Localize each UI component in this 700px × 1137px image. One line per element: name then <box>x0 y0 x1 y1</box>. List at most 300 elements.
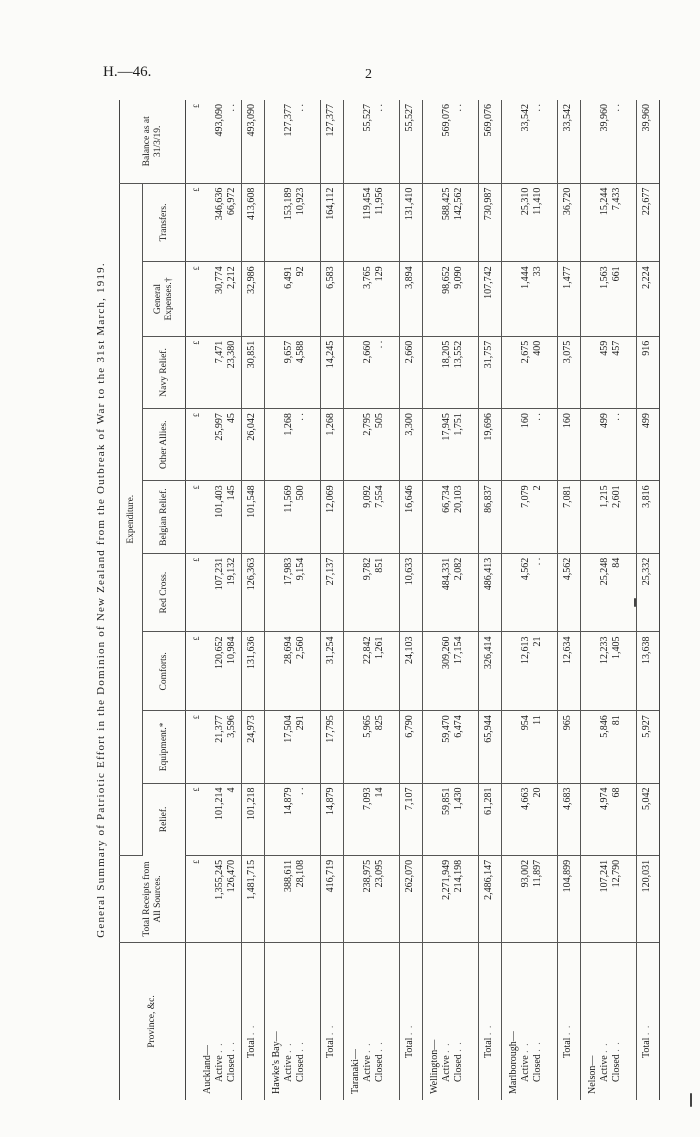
cell-value: . . <box>295 413 306 421</box>
total-value: 164,112 <box>321 183 344 262</box>
total-value: 965 <box>558 711 581 783</box>
value-cell <box>186 183 242 262</box>
cell-value: 1,268 <box>283 413 294 436</box>
total-value: 24,973 <box>242 711 265 783</box>
province-cell <box>186 943 242 1100</box>
cell-value: 101,214 <box>214 787 225 821</box>
province-cell <box>344 943 400 1100</box>
value-cell <box>581 711 637 783</box>
cell-value: 5,965 <box>362 715 373 738</box>
value-cell <box>344 553 400 632</box>
province-name: Auckland— <box>202 1045 213 1094</box>
total-value: 12,069 <box>321 481 344 553</box>
value-cell <box>344 632 400 711</box>
cell-value: . . <box>453 104 464 112</box>
value-cell <box>502 481 558 553</box>
column-header: Equipment.* <box>143 711 186 783</box>
value-cell <box>423 553 479 632</box>
cell-value: 12,613 <box>520 636 531 664</box>
value-cell <box>265 711 321 783</box>
total-value: 6,583 <box>321 262 344 336</box>
total-value: 131,636 <box>242 632 265 711</box>
dot-leader: . . <box>214 1042 225 1053</box>
cell-value: 2,660 <box>362 340 373 364</box>
cell-value: 1,751 <box>453 413 464 436</box>
value-cell <box>344 100 400 183</box>
cell-value: 19,132 <box>226 557 237 586</box>
cell-value: 11,410 <box>532 187 543 215</box>
total-value: 36,720 <box>558 183 581 262</box>
value-cell <box>186 409 242 481</box>
total-value: 27,137 <box>321 553 344 632</box>
value-cell <box>344 336 400 408</box>
page-header-code: H.—46. <box>103 64 152 80</box>
cell-value: 129 <box>374 266 385 282</box>
value-cell <box>502 711 558 783</box>
cell-value: 25,248 <box>599 557 610 586</box>
value-cell <box>423 632 479 711</box>
cell-value: 28,694 <box>283 636 294 664</box>
value-cell <box>265 481 321 553</box>
page-number: 2 <box>365 67 372 82</box>
value-cell <box>581 855 637 942</box>
total-value: 12,634 <box>558 632 581 711</box>
total-value: 32,986 <box>242 262 265 336</box>
province-name: Wellington— <box>429 1039 440 1094</box>
patriotic-effort-summary-table <box>119 100 660 1100</box>
province-total-row <box>321 100 344 1100</box>
cell-value: 55,527 <box>362 104 373 132</box>
total-label: Total <box>404 1037 415 1058</box>
province-row <box>502 100 558 1100</box>
cell-value: 23,380 <box>226 340 237 369</box>
total-value: 120,031 <box>637 855 660 942</box>
total-value: 499 <box>637 409 660 481</box>
column-header: Comforts. <box>143 632 186 711</box>
value-cell <box>581 481 637 553</box>
cell-value: 569,076 <box>441 104 452 137</box>
province-name: Nelson— <box>587 1055 598 1094</box>
province-total-row <box>400 100 423 1100</box>
row-label: Closed <box>532 1054 543 1082</box>
value-cell <box>344 711 400 783</box>
total-value: 3,894 <box>400 262 423 336</box>
table-body <box>186 100 660 1100</box>
province-total-row <box>558 100 581 1100</box>
total-label: Total <box>562 1037 573 1058</box>
total-value: 4,683 <box>558 783 581 855</box>
cell-value: . . <box>374 340 385 349</box>
row-label: Closed <box>226 1054 237 1082</box>
table-title: General Summary of Patriotic Effort in the Dominion of New Zealand from the Outbreak of War to the 31st March, 1919. <box>95 262 107 938</box>
total-value: 7,081 <box>558 481 581 553</box>
cell-value: 1,261 <box>374 636 385 659</box>
total-value: 2,486,147 <box>479 855 502 942</box>
cell-value: 4,974 <box>599 787 610 811</box>
cell-value: 20,103 <box>453 485 464 513</box>
cell-value: 484,331 <box>441 557 452 591</box>
value-cell <box>502 783 558 855</box>
value-cell <box>423 409 479 481</box>
cell-value: 1,430 <box>453 787 464 811</box>
cell-value: 160 <box>520 413 531 429</box>
value-cell <box>423 100 479 183</box>
value-cell <box>423 336 479 408</box>
dot-leader: . . <box>246 1024 257 1036</box>
total-value: 3,075 <box>558 336 581 408</box>
total-value: 2,660 <box>400 336 423 408</box>
total-value: 30,851 <box>242 336 265 408</box>
province-total-row <box>479 100 502 1100</box>
dot-leader: . . <box>483 1024 494 1036</box>
cell-value: 9,657 <box>283 340 294 364</box>
total-value: 262,070 <box>400 855 423 942</box>
total-value: 107,742 <box>479 262 502 336</box>
total-value: 31,757 <box>479 336 502 408</box>
dot-leader: . . <box>362 1042 373 1053</box>
province-row <box>344 100 400 1100</box>
province-name: Taranaki— <box>350 1049 361 1094</box>
cell-value: 2,212 <box>226 266 237 289</box>
value-cell <box>581 553 637 632</box>
cell-value: 28,108 <box>295 859 306 888</box>
row-label: Closed <box>453 1054 464 1082</box>
value-cell <box>344 262 400 336</box>
total-label-cell <box>321 943 344 1100</box>
cell-value: . . <box>532 104 543 112</box>
cell-value: 22,842 <box>362 636 373 664</box>
value-cell <box>265 553 321 632</box>
total-value: 39,960 <box>637 100 660 183</box>
dot-leader: . . <box>441 1042 452 1053</box>
total-value: 17,795 <box>321 711 344 783</box>
total-label: Total <box>325 1037 336 1058</box>
row-label: Active <box>441 1055 452 1082</box>
total-value: 493,090 <box>242 100 265 183</box>
expenditure-header: Expenditure. <box>120 183 143 855</box>
cell-value: 127,377 <box>283 104 294 137</box>
cell-value: 11,897 <box>532 859 543 887</box>
total-value: 101,218 <box>242 783 265 855</box>
total-value: 14,879 <box>321 783 344 855</box>
total-value: 26,042 <box>242 409 265 481</box>
cell-value: 84 <box>611 557 622 568</box>
column-header: Belgian Relief. <box>143 481 186 553</box>
cell-value: 25,997 <box>214 413 225 441</box>
cell-value: 954 <box>520 715 531 731</box>
total-value: 1,481,715 <box>242 855 265 942</box>
total-label-cell <box>400 943 423 1100</box>
total-value: 101,548 <box>242 481 265 553</box>
column-header: Balance as at 31/3/19. <box>120 100 186 183</box>
cell-value: 2,675 <box>520 340 531 364</box>
cell-value: 388,611 <box>283 859 294 892</box>
column-header: Navy Relief. <box>143 336 186 408</box>
cell-value: 1,563 <box>599 266 610 289</box>
cell-value: 2,795 <box>362 413 373 436</box>
cell-value: 1,444 <box>520 266 531 289</box>
value-cell <box>344 855 400 942</box>
row-label: Active <box>520 1055 531 1082</box>
cell-value: 126,470 <box>226 859 237 893</box>
currency-symbol: £ <box>192 413 201 418</box>
currency-symbol: £ <box>192 340 201 345</box>
total-value: 730,987 <box>479 183 502 262</box>
cell-value: . . <box>226 104 237 112</box>
currency-symbol: £ <box>192 485 201 490</box>
total-value: 2,224 <box>637 262 660 336</box>
value-cell <box>581 100 637 183</box>
cell-value: . . <box>295 787 306 796</box>
value-cell <box>502 553 558 632</box>
cell-value: 7,471 <box>214 340 225 364</box>
cell-value: 6,491 <box>283 266 294 289</box>
cell-value: 499 <box>599 413 610 429</box>
total-value: 31,254 <box>321 632 344 711</box>
value-cell <box>502 183 558 262</box>
province-name: Marlborough— <box>508 1031 519 1094</box>
currency-symbol: £ <box>192 859 201 864</box>
row-label: Active <box>362 1055 373 1082</box>
dot-leader: . . <box>520 1042 531 1053</box>
cell-value: . . <box>611 104 622 112</box>
dot-leader: . . <box>562 1024 573 1036</box>
province-cell <box>581 943 637 1100</box>
dot-leader: . . <box>611 1041 622 1052</box>
total-value: 486,413 <box>479 553 502 632</box>
cell-value: 2 <box>532 485 543 491</box>
dot-leader: . . <box>325 1024 336 1036</box>
cell-value: 142,562 <box>453 187 464 221</box>
cell-value: 661 <box>611 266 622 282</box>
cell-value: 15,244 <box>599 187 610 216</box>
province-cell <box>502 943 558 1100</box>
total-label: Total <box>483 1037 494 1058</box>
currency-symbol: £ <box>192 636 201 641</box>
cell-value: 14,879 <box>283 787 294 816</box>
total-value: 569,076 <box>479 100 502 183</box>
cell-value: 851 <box>374 557 385 573</box>
column-header: Transfers. <box>143 183 186 262</box>
province-cell <box>265 943 321 1100</box>
cell-value: 9,782 <box>362 557 373 581</box>
cell-value: 4,562 <box>520 557 531 581</box>
cell-value: 4,588 <box>295 340 306 364</box>
header-row <box>120 100 143 1100</box>
cell-value: 12,233 <box>599 636 610 664</box>
total-value: 25,332 <box>637 553 660 632</box>
column-header: Relief. <box>158 806 169 833</box>
cell-value: 107,231 <box>214 557 225 591</box>
value-cell <box>186 481 242 553</box>
cell-value: 17,945 <box>441 413 452 441</box>
cell-value: 17,154 <box>453 636 464 664</box>
value-cell <box>423 783 479 855</box>
value-cell <box>265 783 321 855</box>
value-cell <box>265 183 321 262</box>
cell-value: 7,554 <box>374 485 385 508</box>
cell-value: 20 <box>532 787 543 798</box>
total-label-cell <box>479 943 502 1100</box>
row-label: Active <box>283 1055 294 1082</box>
dot-leader: . . <box>226 1041 237 1052</box>
cell-value: 25,310 <box>520 187 531 216</box>
total-value: 126,363 <box>242 553 265 632</box>
value-cell <box>502 100 558 183</box>
cell-value: 39,960 <box>599 104 610 132</box>
value-cell <box>344 783 400 855</box>
cell-value: 3,765 <box>362 266 373 289</box>
value-cell <box>581 783 637 855</box>
total-value: 22,677 <box>637 183 660 262</box>
cell-value: 457 <box>611 340 622 356</box>
value-cell <box>186 100 242 183</box>
cell-value: 1,355,245 <box>214 859 225 900</box>
value-cell <box>265 632 321 711</box>
cell-value: 59,470 <box>441 715 452 743</box>
currency-symbol: £ <box>192 187 201 192</box>
cell-value: 1,215 <box>599 485 610 508</box>
cell-value: 59,851 <box>441 787 452 816</box>
cell-value: 291 <box>295 715 306 731</box>
value-cell <box>502 262 558 336</box>
cell-value: 505 <box>374 413 385 429</box>
total-value: 127,377 <box>321 100 344 183</box>
total-value: 6,790 <box>400 711 423 783</box>
cell-value: 400 <box>532 340 543 356</box>
cell-value: 12,790 <box>611 859 622 888</box>
value-cell <box>186 553 242 632</box>
value-cell <box>186 336 242 408</box>
cell-value: 17,504 <box>283 715 294 743</box>
cell-value: 21 <box>532 636 543 647</box>
province-total-row <box>637 100 660 1100</box>
column-header: Total Receipts from All Sources. <box>120 855 186 942</box>
value-cell <box>423 183 479 262</box>
currency-symbol: £ <box>192 266 201 271</box>
total-value: 160 <box>558 409 581 481</box>
dot-leader: . . <box>295 1041 306 1052</box>
cell-value: 68 <box>611 787 622 798</box>
cell-value: 10,984 <box>226 636 237 664</box>
currency-symbol: £ <box>192 715 201 720</box>
cell-value: 98,652 <box>441 266 452 294</box>
cell-value: 1,405 <box>611 636 622 659</box>
cell-value: 9,092 <box>362 485 373 508</box>
value-cell <box>502 409 558 481</box>
cell-value: 93,002 <box>520 859 531 888</box>
cell-value: 493,090 <box>214 104 225 137</box>
total-value: 131,410 <box>400 183 423 262</box>
row-label: Closed <box>295 1054 306 1082</box>
cell-value: . . <box>374 104 385 112</box>
cell-value: 66,972 <box>226 187 237 216</box>
value-cell <box>265 100 321 183</box>
total-value: 86,837 <box>479 481 502 553</box>
cell-value: 309,260 <box>441 636 452 669</box>
value-cell <box>344 481 400 553</box>
province-row <box>581 100 637 1100</box>
cell-value: 145 <box>226 485 237 501</box>
cell-value: 18,205 <box>441 340 452 369</box>
total-value: 1,477 <box>558 262 581 336</box>
cell-value: 107,241 <box>599 859 610 893</box>
value-cell <box>502 855 558 942</box>
cell-value: . . <box>532 557 543 566</box>
cell-value: 2,082 <box>453 557 464 581</box>
cell-value: 4 <box>226 787 237 793</box>
value-cell <box>581 409 637 481</box>
cell-value: 5,846 <box>599 715 610 738</box>
total-value: 10,633 <box>400 553 423 632</box>
cell-value: 30,774 <box>214 266 225 294</box>
cell-value: 3,596 <box>226 715 237 738</box>
row-label: Closed <box>611 1054 622 1082</box>
total-value: 61,281 <box>479 783 502 855</box>
value-cell <box>423 481 479 553</box>
cell-value: 153,189 <box>283 187 294 221</box>
value-cell <box>265 262 321 336</box>
cell-value: 14 <box>374 787 385 798</box>
cell-value: 9,090 <box>453 266 464 289</box>
province-row <box>186 100 242 1100</box>
total-label-cell <box>558 943 581 1100</box>
value-cell <box>581 632 637 711</box>
total-label-cell <box>637 943 660 1100</box>
dot-leader: . . <box>374 1041 385 1052</box>
cell-value: 120,652 <box>214 636 225 669</box>
total-value: 3,816 <box>637 481 660 553</box>
total-value: 416,719 <box>321 855 344 942</box>
value-cell <box>344 409 400 481</box>
total-value: 413,608 <box>242 183 265 262</box>
cell-value: 101,403 <box>214 485 225 518</box>
currency-symbol: £ <box>192 104 201 108</box>
cell-value: 2,560 <box>295 636 306 659</box>
cell-value: 7,079 <box>520 485 531 508</box>
value-cell <box>502 632 558 711</box>
cell-value: . . <box>611 413 622 421</box>
value-cell <box>265 336 321 408</box>
total-value: 24,103 <box>400 632 423 711</box>
province-row <box>423 100 479 1100</box>
value-cell <box>581 183 637 262</box>
total-label: Total <box>246 1037 257 1058</box>
total-value: 13,638 <box>637 632 660 711</box>
total-value: 916 <box>637 336 660 408</box>
cell-value: 66,734 <box>441 485 452 513</box>
currency-symbol: £ <box>192 787 201 792</box>
cell-value: 81 <box>611 715 622 726</box>
province-name: Hawke's Bay— <box>271 1031 282 1094</box>
dot-leader: . . <box>453 1041 464 1052</box>
value-cell <box>186 711 242 783</box>
cell-value: 459 <box>599 340 610 356</box>
cell-value: 10,923 <box>295 187 306 216</box>
cell-value: . . <box>295 104 306 112</box>
row-label: Active <box>214 1055 225 1082</box>
total-value: 65,944 <box>479 711 502 783</box>
dot-leader: . . <box>641 1024 652 1036</box>
province-total-row <box>242 100 265 1100</box>
total-value: 55,527 <box>400 100 423 183</box>
cell-value: 11,956 <box>374 187 385 215</box>
cell-value: 7,093 <box>362 787 373 811</box>
cell-value: 4,663 <box>520 787 531 811</box>
value-cell <box>186 855 242 942</box>
cell-value: 588,425 <box>441 187 452 221</box>
cell-value: 21,377 <box>214 715 225 743</box>
